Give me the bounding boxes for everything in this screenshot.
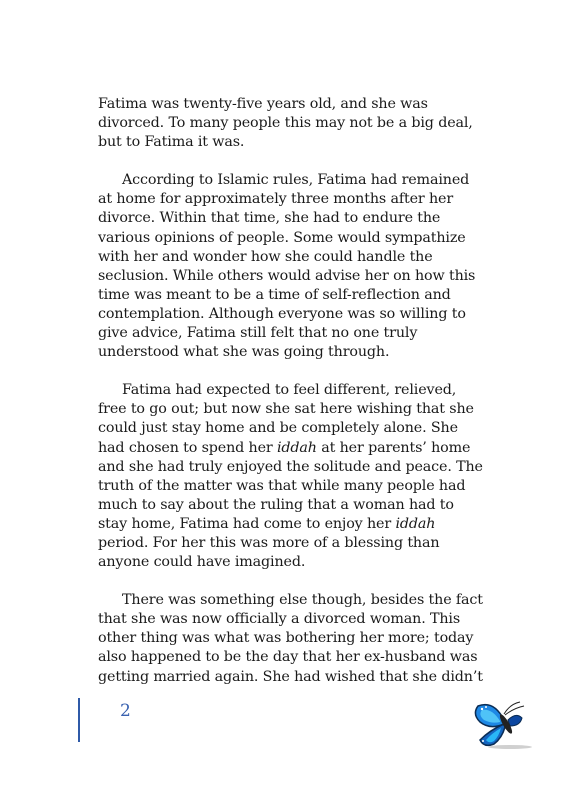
- paragraph-text: According to Islamic rules, Fatima had remained at home for approximately three months after her divorce. Within that time, she had to endure the various opinions of people. Some would sympathize with her and wonder how she could handle the seclusion. While others would advise her on how this time was meant to be a time of self-reflection and contemplation. Although everyone was so willing to give advice, Fatima still felt that no one truly understood what she was going through.: [98, 172, 476, 361]
- footer-rule: [78, 698, 80, 742]
- paragraph-text: period. For her this was more of a blessing than anyone could have imagined.: [98, 534, 440, 571]
- body-text: [98, 95, 483, 706]
- paragraph-text: Fatima had expected to feel different, relieved, free to go out; but now she sat here wishing that she could just stay home and be completely alone. She had chosen to spend her: [98, 382, 474, 456]
- paragraph: [98, 591, 483, 686]
- italic-term: iddah: [277, 439, 317, 456]
- page-number: 2: [120, 701, 131, 721]
- italic-term: iddah: [395, 515, 436, 532]
- paragraph: [98, 95, 483, 152]
- paragraph: [98, 381, 483, 572]
- paragraph-text: Fatima was twenty-five years old, and she was divorced. To many people this may not be a big deal, but to Fatima it was.: [98, 96, 473, 151]
- paragraph: [98, 171, 483, 362]
- paragraph-text: There was something else though, besides the fact that she was now officially a divorced woman. This other thing was what was bothering her more; today also happened to be the day that her ex-husband was getting married again. She had wished that she didn’t: [98, 592, 483, 685]
- paragraph-text: at her parents’ home and she had truly enjoyed the solitude and peace. The truth of the matter was that while many people had much to say about the ruling that a woman had to stay home, Fatima had come to enjoy her: [98, 439, 483, 532]
- butterfly-icon: [470, 700, 542, 750]
